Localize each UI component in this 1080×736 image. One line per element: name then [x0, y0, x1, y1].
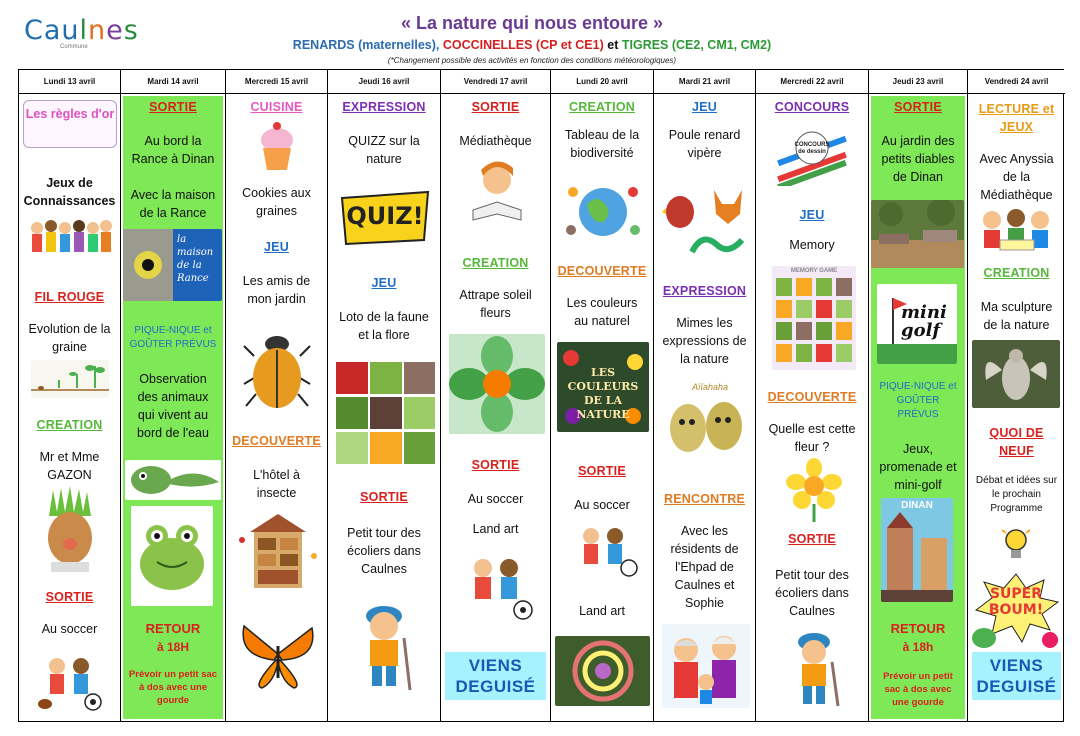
- return-label: RETOUR: [145, 621, 201, 636]
- frog-image: [131, 506, 213, 606]
- day-header: Mardi 14 avril: [121, 70, 225, 94]
- lightbulb-icon: [1000, 524, 1032, 564]
- activity-text: QUIZZ sur la nature: [348, 134, 420, 166]
- maison-rance-image: [123, 229, 222, 301]
- activity-text: Débat et idées sur le prochain Programme: [975, 475, 1058, 514]
- return-label: RETOUR: [890, 621, 946, 636]
- activity-text: Tableau de la biodiversité: [564, 128, 640, 160]
- activity-label: JEU: [371, 276, 397, 290]
- beetle-image: [242, 326, 312, 412]
- activity-text: Avec les résidents de l'Ehpad de Caulnes et Sophie: [670, 524, 739, 610]
- butterfly-image: [238, 616, 318, 692]
- super-boum-image: [970, 572, 1062, 652]
- day-body: [21, 96, 118, 719]
- day-body: [758, 96, 866, 719]
- day-body: [871, 96, 965, 719]
- activity-label: CREATION: [36, 418, 103, 432]
- activity-label: CREATION: [462, 256, 529, 270]
- activity-text: Loto de la faune et la flore: [339, 310, 429, 342]
- activity-label: QUOI DE NEUF: [989, 426, 1044, 458]
- land-art-image: [555, 636, 650, 706]
- activity-label: CUISINE: [250, 100, 303, 114]
- minigolf-image: [877, 284, 957, 364]
- day-column-tue-21: [654, 70, 756, 721]
- logo-subtitle: Commune: [60, 44, 88, 50]
- day-header: Lundi 20 avril: [551, 70, 653, 94]
- day-body: [123, 96, 223, 719]
- boum-text: SUPER BOUM!: [988, 586, 1044, 618]
- day-header: Lundi 13 avril: [19, 70, 120, 94]
- group-renards: RENARDS (maternelles),: [292, 38, 440, 52]
- cupcake-image: [258, 120, 296, 172]
- costume-text: VIENS DEGUISÉ: [976, 656, 1057, 696]
- activity-label: SORTIE: [578, 464, 626, 478]
- logo-text: Caulnes: [24, 15, 139, 46]
- page-title: « La nature qui nous entoure »: [400, 13, 664, 33]
- day-column-thu-23: [869, 70, 968, 721]
- day-body: [443, 96, 548, 719]
- day-header: Jeudi 23 avril: [869, 70, 967, 94]
- reading-kids-image: [974, 206, 1060, 254]
- activity-text: Au soccer: [467, 492, 524, 506]
- weather-note: (*Changement possible des activités en fonction des conditions météorologiques): [387, 56, 677, 65]
- day-column-tue-14: [121, 70, 226, 721]
- activity-text: Evolution de la graine: [28, 322, 111, 354]
- activity-label: SORTIE: [471, 458, 520, 472]
- seed-growth-image: [31, 360, 109, 398]
- day-body: [970, 96, 1063, 719]
- garden-park-image: [871, 200, 964, 268]
- reading-girl-image: [457, 158, 537, 228]
- return-time: à 18H: [156, 640, 190, 654]
- activity-text: Médiathèque: [459, 134, 532, 148]
- activity-text: Cookies aux graines: [242, 186, 311, 218]
- quiz-text: QUIZ!: [346, 202, 424, 230]
- pears-caption: Aïïahaha: [692, 382, 729, 392]
- activity-text: Land art: [472, 522, 519, 536]
- drawing-contest-image: [772, 124, 852, 186]
- activity-text: Observation des animaux qui vivent au bord de l'eau: [137, 372, 209, 440]
- day-column-fri-24: [968, 70, 1065, 721]
- activity-text: Au soccer: [574, 498, 630, 512]
- day-body: [228, 96, 325, 719]
- loto-cards-image: [334, 360, 437, 466]
- daffodil-image: [786, 458, 842, 522]
- rules-banner: Les règles d'or: [23, 100, 117, 148]
- minigolf-text: mini golf: [901, 302, 947, 341]
- dinan-text: DINAN: [901, 500, 933, 511]
- day-body: [553, 96, 651, 719]
- activity-text: Les couleurs au naturel: [566, 296, 638, 328]
- memory-game-image: [772, 266, 856, 370]
- day-column-wed-22: [756, 70, 869, 721]
- activity-label: SORTIE: [149, 100, 197, 114]
- activity-text: Land art: [579, 604, 625, 618]
- biodiversity-earth-image: [563, 178, 643, 242]
- activity-text: Mimes les expressions de la nature: [662, 316, 747, 366]
- activity-text: Attrape soleil fleurs: [459, 288, 532, 320]
- activity-text: Au soccer: [41, 622, 98, 636]
- activity-label: SORTIE: [788, 532, 836, 546]
- activity-label: SORTIE: [471, 100, 520, 114]
- hen-fox-snake-image: [662, 182, 750, 260]
- activity-text: Petit tour des écoliers dans Caulnes: [775, 568, 849, 618]
- day-header: Mercredi 22 avril: [756, 70, 868, 94]
- schedule-grid: [18, 69, 1064, 722]
- costume-box: [445, 652, 546, 700]
- day-header: Mercredi 15 avril: [226, 70, 327, 94]
- activity-label: JEU: [799, 208, 825, 222]
- activity-label: SORTIE: [894, 100, 942, 114]
- nature-sculpture-image: [972, 340, 1060, 408]
- children-group-image: [27, 216, 113, 262]
- bring-note: Prévoir un petit sac à dos avec une gourde: [128, 669, 218, 706]
- couleurs-book-image: [557, 342, 649, 432]
- activity-label: RENCONTRE: [664, 492, 745, 506]
- activity-label: CREATION: [983, 266, 1050, 280]
- day-header: Vendredi 17 avril: [441, 70, 550, 94]
- bring-note: Prévoir un petit sac à dos avec une gourde: [883, 671, 953, 708]
- activity-text: Poule renard vipère: [668, 128, 741, 160]
- picnic-note: PIQUE-NIQUE et GOÛTER PRÉVUS: [129, 325, 217, 350]
- soccer-kids-image: [457, 548, 537, 624]
- activity-text: Quelle est cette fleur ?: [768, 422, 856, 454]
- activity-label: DECOUVERTE: [232, 434, 321, 448]
- activity-label: LECTURE et JEUX: [978, 102, 1055, 134]
- activity-label: SORTIE: [360, 490, 408, 504]
- book-title: LES COULEURS DE LA NATURE: [567, 366, 639, 421]
- maison-logo-text: la maison de la Rance: [177, 234, 214, 284]
- day-header: Jeudi 16 avril: [328, 70, 440, 94]
- activity-text: Avec la maison de la Rance: [130, 188, 216, 220]
- activity-label: JEU: [692, 100, 717, 114]
- activity-text: Ma sculpture de la nature: [980, 300, 1053, 332]
- flower-suncatcher-image: [449, 334, 545, 434]
- day-header: Mardi 21 avril: [654, 70, 755, 94]
- tadpole-image: [125, 460, 221, 500]
- group-and: et: [607, 38, 619, 52]
- activity-label: CREATION: [569, 100, 635, 114]
- day-column-wed-15: [226, 70, 328, 721]
- return-time: à 18h: [902, 640, 934, 654]
- memory-title: MEMORY GAME: [790, 268, 838, 274]
- activity-text: L'hôtel à insecte: [253, 468, 300, 500]
- activity-label: FIL ROUGE: [34, 290, 105, 304]
- day-column-fri-17: [441, 70, 551, 721]
- picnic-note: PIQUE-NIQUE et GOÛTER PRÉVUS: [879, 381, 957, 420]
- activity-text: Mr et Mme GAZON: [39, 450, 100, 482]
- activity-text: Memory: [789, 238, 835, 252]
- walking-boy-image: [780, 624, 848, 708]
- activity-label: JEU: [264, 240, 289, 254]
- activity-text: Petit tour des écoliers dans Caulnes: [347, 526, 421, 576]
- day-body: [330, 96, 438, 719]
- walking-boy-image: [348, 594, 420, 694]
- activity-label: CONCOURS: [774, 100, 850, 114]
- costume-text: VIENS DEGUISÉ: [455, 656, 536, 696]
- activity-text: Les amis de mon jardin: [242, 274, 311, 306]
- activity-text: Jeux, promenade et mini-golf: [879, 442, 957, 492]
- day-body: [656, 96, 753, 719]
- grandparents-image: [662, 624, 750, 708]
- activity-text: Avec Anyssia de la Médiathèque: [979, 152, 1054, 202]
- pears-image: [662, 380, 750, 462]
- dinan-poster-image: [881, 498, 953, 602]
- soccer-kids-image: [35, 648, 105, 714]
- activity-label: DECOUVERTE: [557, 264, 647, 278]
- activity-label: EXPRESSION: [342, 100, 426, 114]
- activity-text: Jeux de Connaissances: [23, 176, 116, 208]
- group-tigres: TIGRES (CE2, CM1, CM2): [621, 38, 772, 52]
- soccer-kids-image: [567, 520, 639, 578]
- age-groups: [0, 38, 1064, 52]
- day-column-thu-16: [328, 70, 441, 721]
- day-header: Vendredi 24 avril: [968, 70, 1065, 94]
- costume-box: [972, 652, 1061, 700]
- activity-text: Au bord la Rance à Dinan: [131, 134, 215, 166]
- grass-head-image: [41, 486, 99, 574]
- day-column-mon-13: [19, 70, 121, 721]
- activity-label: EXPRESSION: [662, 284, 747, 298]
- activity-text: Au jardin des petits diables de Dinan: [881, 134, 955, 184]
- day-column-mon-20: [551, 70, 654, 721]
- group-coccinelles: COCCINELLES (CP et CE1): [442, 38, 604, 52]
- insect-hotel-image: [236, 510, 320, 592]
- activity-label: DECOUVERTE: [767, 390, 857, 404]
- contest-text: CONCOURS de dessin: [794, 142, 830, 155]
- quiz-image: [338, 188, 432, 246]
- activity-label: SORTIE: [45, 590, 94, 604]
